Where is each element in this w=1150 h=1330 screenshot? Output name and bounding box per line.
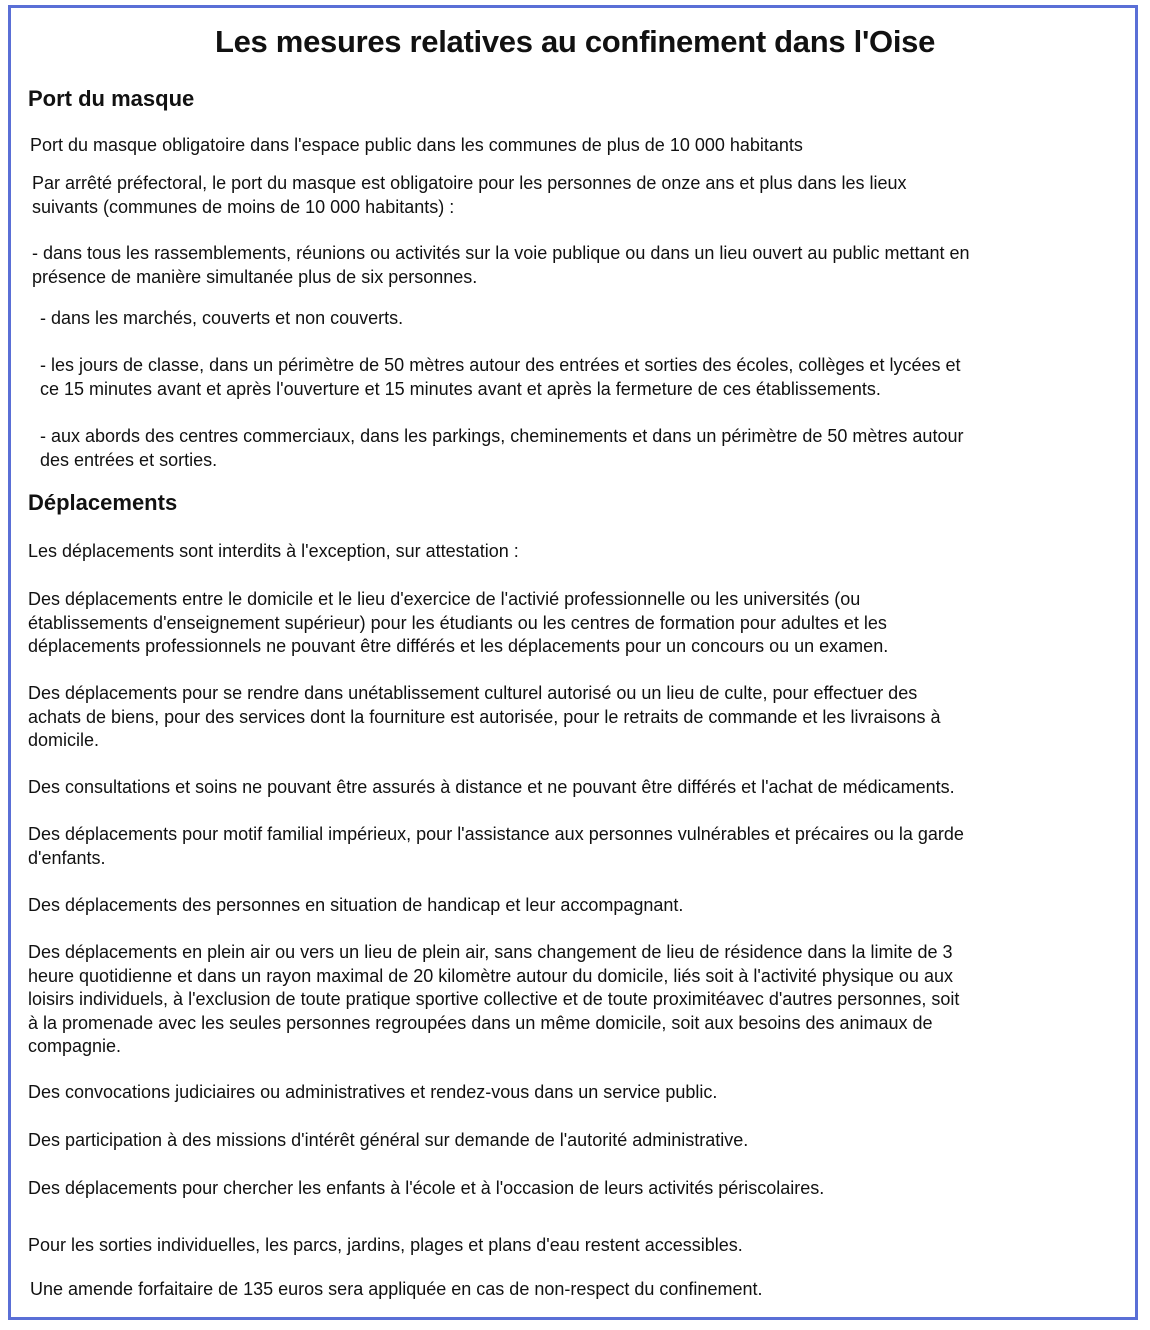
fine-notice: Une amende forfaitaire de 135 euros sera appliquée en cas de non-respect du confinement. (30, 1279, 763, 1299)
section-heading-deplacements: Déplacements (28, 490, 178, 515)
paragraph: Des convocations judiciaires ou administratives et rendez-vous dans un service public. (28, 1082, 718, 1102)
list-item: - dans les marchés, couverts et non couverts. (40, 308, 404, 328)
section-heading-port-du-masque: Port du masque (28, 86, 195, 111)
list-item: - dans tous les rassemblements, réunions ou activités sur la voie publique ou dans un lieu ouvert au public mettant en présence de manière simultanée plus de six personnes. (32, 243, 970, 287)
paragraph: Des participation à des missions d'intérêt général sur demande de l'autorité administrative. (28, 1130, 749, 1150)
paragraph: Des déplacements des personnes en situation de handicap et leur accompagnant. (28, 895, 684, 915)
paragraph: Des déplacements pour chercher les enfants à l'école et à l'occasion de leurs activités périscolaires. (28, 1178, 825, 1198)
paragraph: Des déplacements entre le domicile et le lieu d'exercice de l'activié professionnelle ou les universités (ou établissements d'enseignement supérieur) pour les étudiants ou les centres de formation pour adultes et les déplacements professionnels ne pouvant être différés et les déplacements pour un concours ou un examen. (28, 589, 889, 656)
list-item: - aux abords des centres commerciaux, dans les parkings, cheminements et dans un périmètre de 50 mètres autour des entrées et sorties. (40, 426, 964, 470)
paragraph: Par arrêté préfectoral, le port du masque est obligatoire pour les personnes de onze ans et plus dans les lieux suivants (communes de moins de 10 000 habitants) : (32, 173, 907, 217)
paragraph: Des consultations et soins ne pouvant être assurés à distance et ne pouvant être différés et l'achat de médicaments. (28, 777, 955, 797)
paragraph: Pour les sorties individuelles, les parcs, jardins, plages et plans d'eau restent accessibles. (28, 1235, 743, 1255)
paragraph: Des déplacements pour motif familial impérieux, pour l'assistance aux personnes vulnérables et précaires ou la garde d'enfants. (28, 824, 964, 868)
page-title: Les mesures relatives au confinement dans l'Oise (214, 24, 936, 59)
paragraph: Des déplacements pour se rendre dans unétablissement culturel autorisé ou un lieu de culte, pour effectuer des achats de biens, pour des services dont la fourniture est autorisée, pour le retraits de commande et les livraisons à domicile. (28, 683, 941, 750)
paragraph: Les déplacements sont interdits à l'exception, sur attestation : (28, 541, 519, 561)
paragraph: Des déplacements en plein air ou vers un lieu de plein air, sans changement de lieu de résidence dans la limite de 3 heure quotidienne et dans un rayon maximal de 20 kilomètre autour du domicile, liés soit à l'activité physique ou aux loisirs individuels, à l'exclusion de toute pratique sportive collective et de toute proximitéavec d'autres personnes, soit à la promenade avec les seules personnes regroupées dans un même domicile, soit aux besoins des animaux de compagnie. (28, 942, 960, 1056)
list-item: - les jours de classe, dans un périmètre de 50 mètres autour des entrées et sorties des écoles, collèges et lycées et ce 15 minutes avant et après l'ouverture et 15 minutes avant et après la fermeture de ces établissements. (40, 355, 961, 399)
paragraph: Port du masque obligatoire dans l'espace public dans les communes de plus de 10 000 habitants (30, 135, 803, 155)
